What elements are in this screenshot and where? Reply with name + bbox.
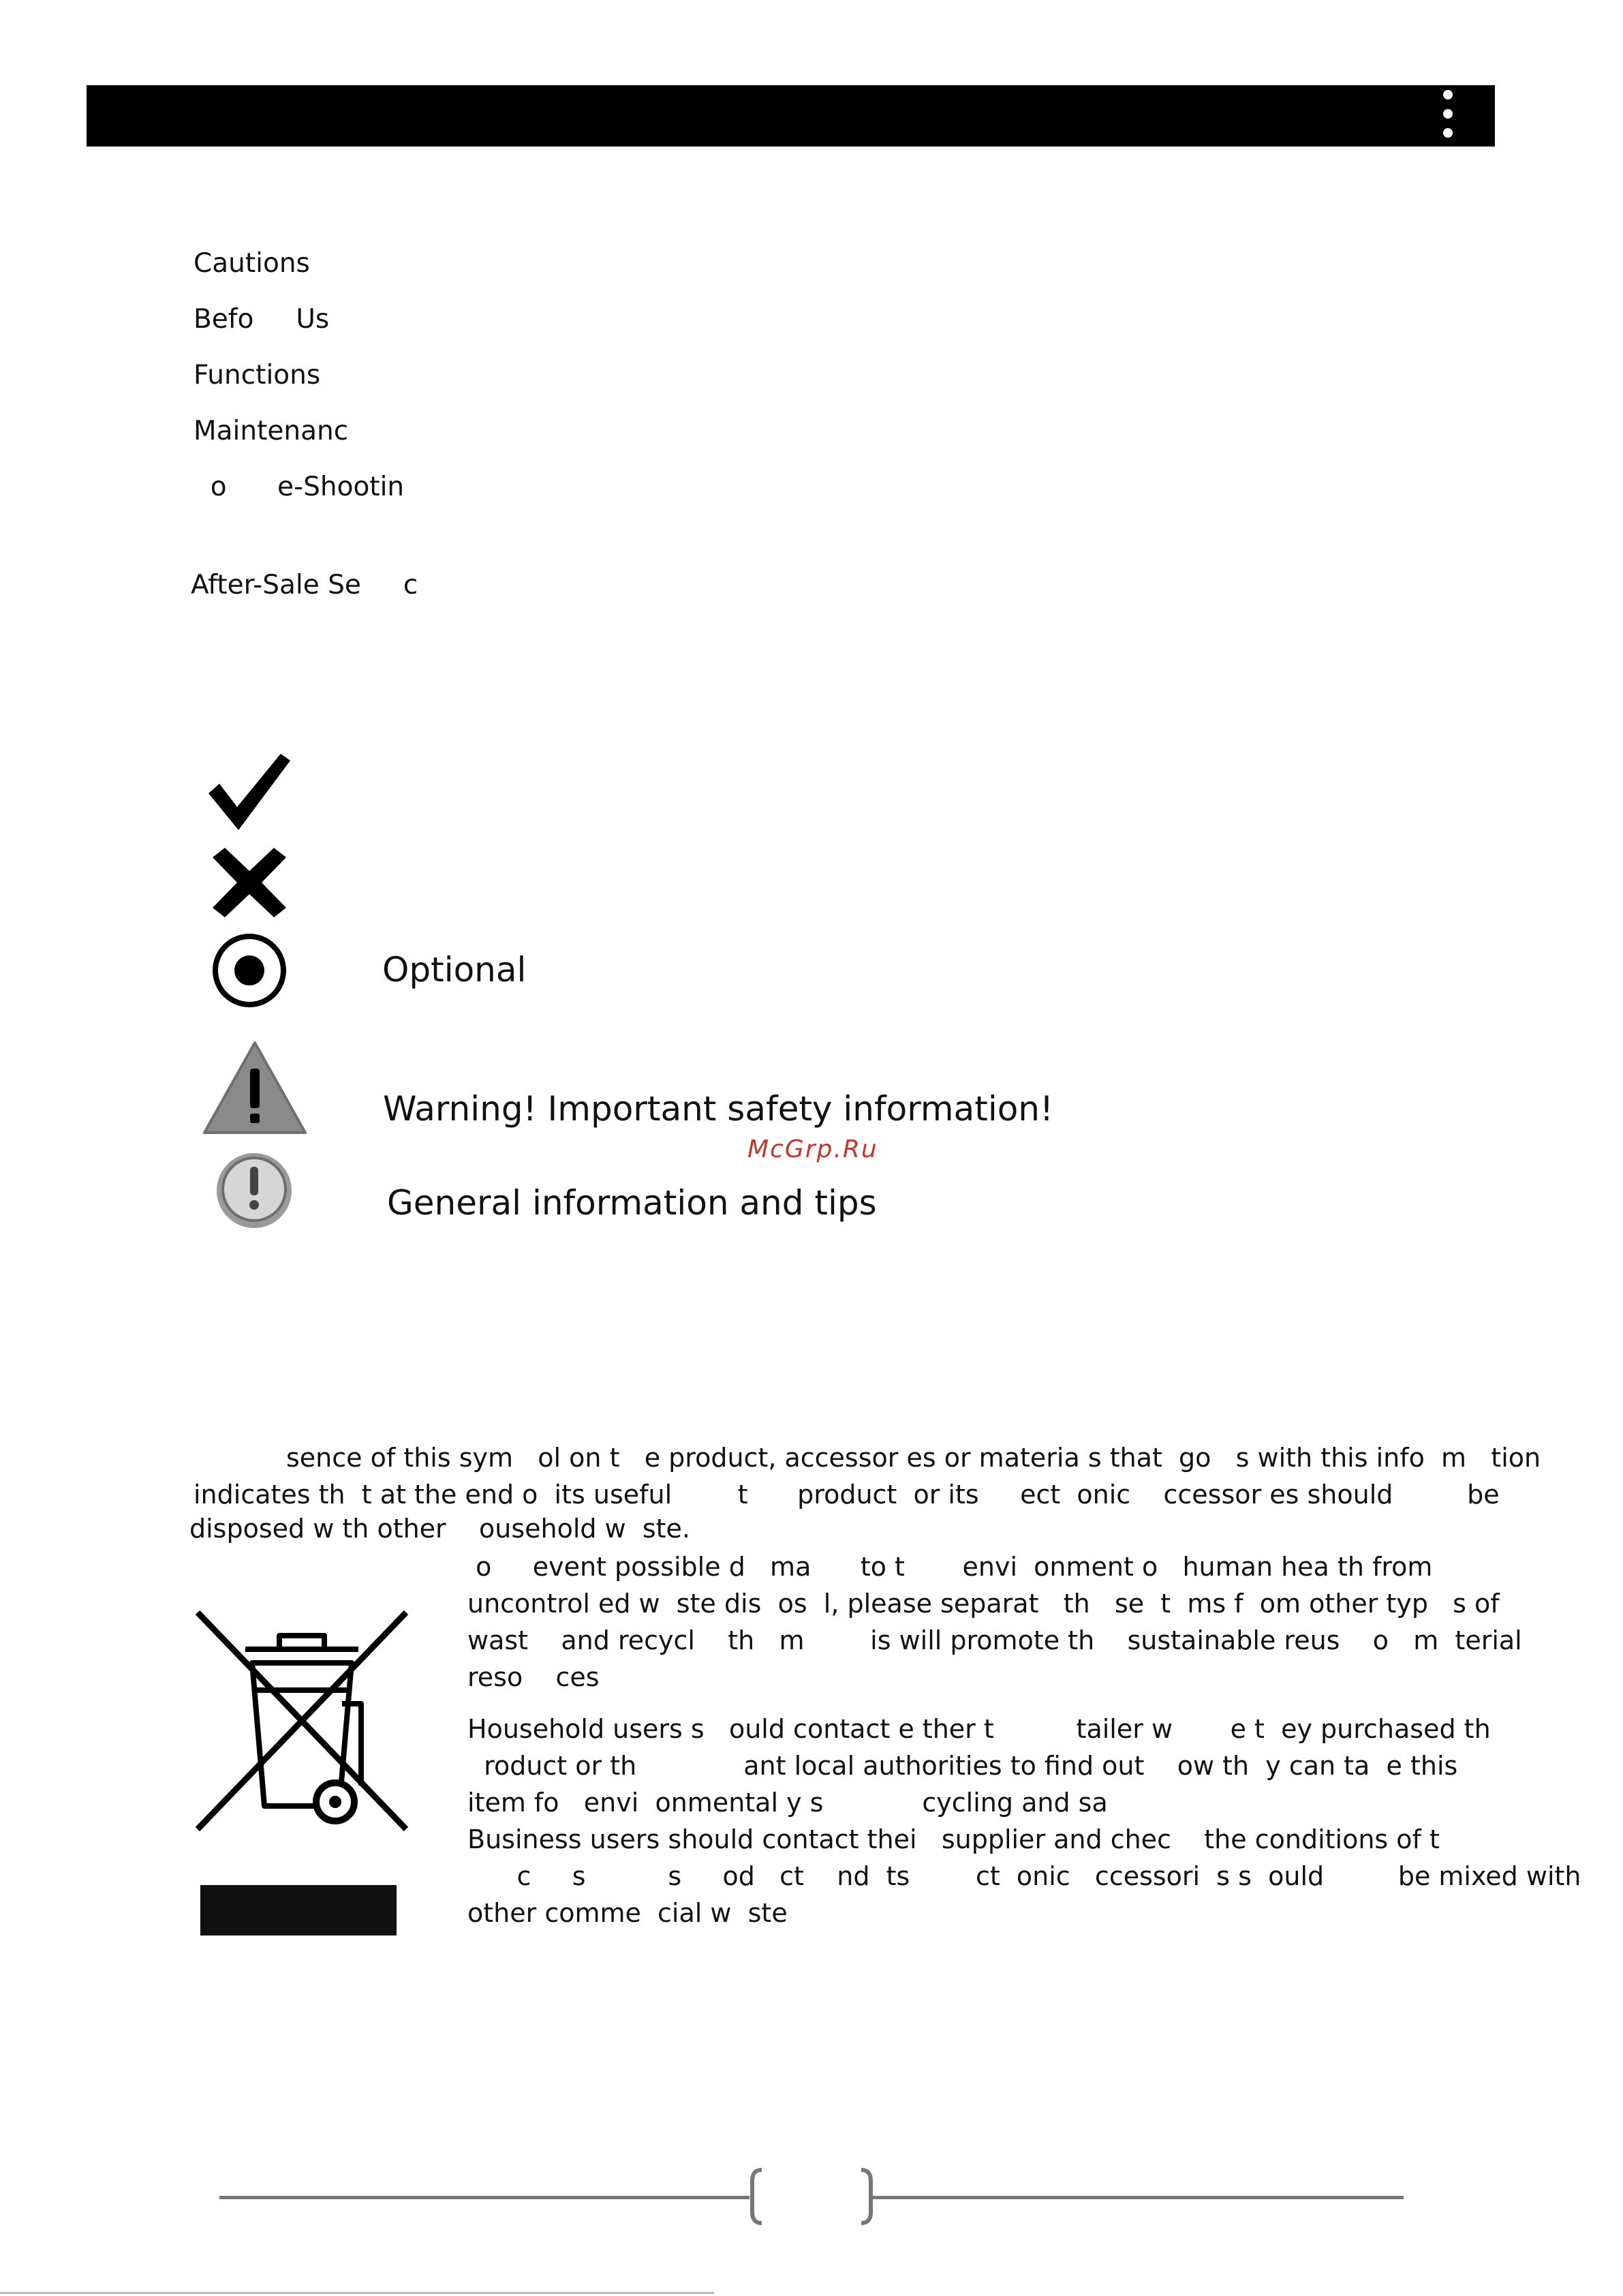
weee-para2-line-4: Business users should contact thei supplier and chec the conditions of t	[467, 1824, 1440, 1854]
legend-warning: Warning! Important safety information!	[383, 1089, 1054, 1129]
legend-optional: Optional	[382, 950, 527, 990]
weee-para2-line-2: roduct or th ant local authorities to find out ow th y can ta e this	[467, 1751, 1458, 1781]
weee-para2-line-1: Household users s ould contact e ther t tailer w e t ey purchased th	[467, 1714, 1491, 1744]
footer-line-left	[219, 2196, 749, 2199]
weee-intro-line-1: sence of this sym ol on t e product, accessor es or materia s that go s with this info m tion	[286, 1443, 1541, 1473]
weee-para1-line-2: uncontrol ed w ste dis os l, please separat th se t ms f om other typ s of	[467, 1589, 1500, 1619]
header-bar	[87, 85, 1495, 147]
toc-item-functions[interactable]: Functions	[194, 360, 321, 391]
toc-item-cautions[interactable]: Cautions	[194, 248, 310, 279]
weee-para2-line-3: item fo envi onmental y s cycling and sa	[467, 1788, 1108, 1818]
toc-item-maintenance[interactable]: Maintenanc	[194, 416, 349, 446]
weee-para2-line-6: other comme cial w ste	[467, 1898, 788, 1928]
warning-triangle-icon	[200, 1039, 309, 1137]
weee-intro-line-2: indicates th t at the end o its useful t product or its ect onic ccessor es should be	[194, 1480, 1500, 1510]
footer-line-right	[872, 2196, 1404, 2199]
bottom-strip	[0, 2292, 714, 2294]
footer-bracket-left	[745, 2167, 766, 2226]
weee-para1-line-3: wast and recycl th m is will promote th sustainable reus o m terial	[467, 1625, 1522, 1655]
checkmark-icon	[204, 750, 294, 834]
weee-para1-line-4: reso ces	[467, 1662, 600, 1692]
crossed-bin-icon	[191, 1608, 413, 1833]
cross-icon	[206, 845, 293, 920]
toc-item-troubleshooting[interactable]: o e-Shootin	[194, 472, 405, 502]
weee-black-bar	[200, 1885, 397, 1935]
weee-intro-line-3: disposed w th other ousehold w ste.	[189, 1514, 690, 1544]
toc-item-after-sale[interactable]: After-Sale Se c	[191, 570, 418, 600]
weee-para2-line-5: c s s od ct nd ts ct onic ccessori s s ould be mixed with	[467, 1861, 1581, 1891]
exclamation-circle-icon	[214, 1150, 294, 1231]
toc-item-before-use[interactable]: Befo Us	[194, 304, 330, 335]
watermark: McGrp.Ru	[747, 1135, 878, 1163]
legend-general: General information and tips	[387, 1183, 877, 1223]
radio-dot-icon	[210, 931, 289, 1010]
weee-para1-line-1: o event possible d ma to t envi onment o human hea th from	[467, 1552, 1433, 1582]
